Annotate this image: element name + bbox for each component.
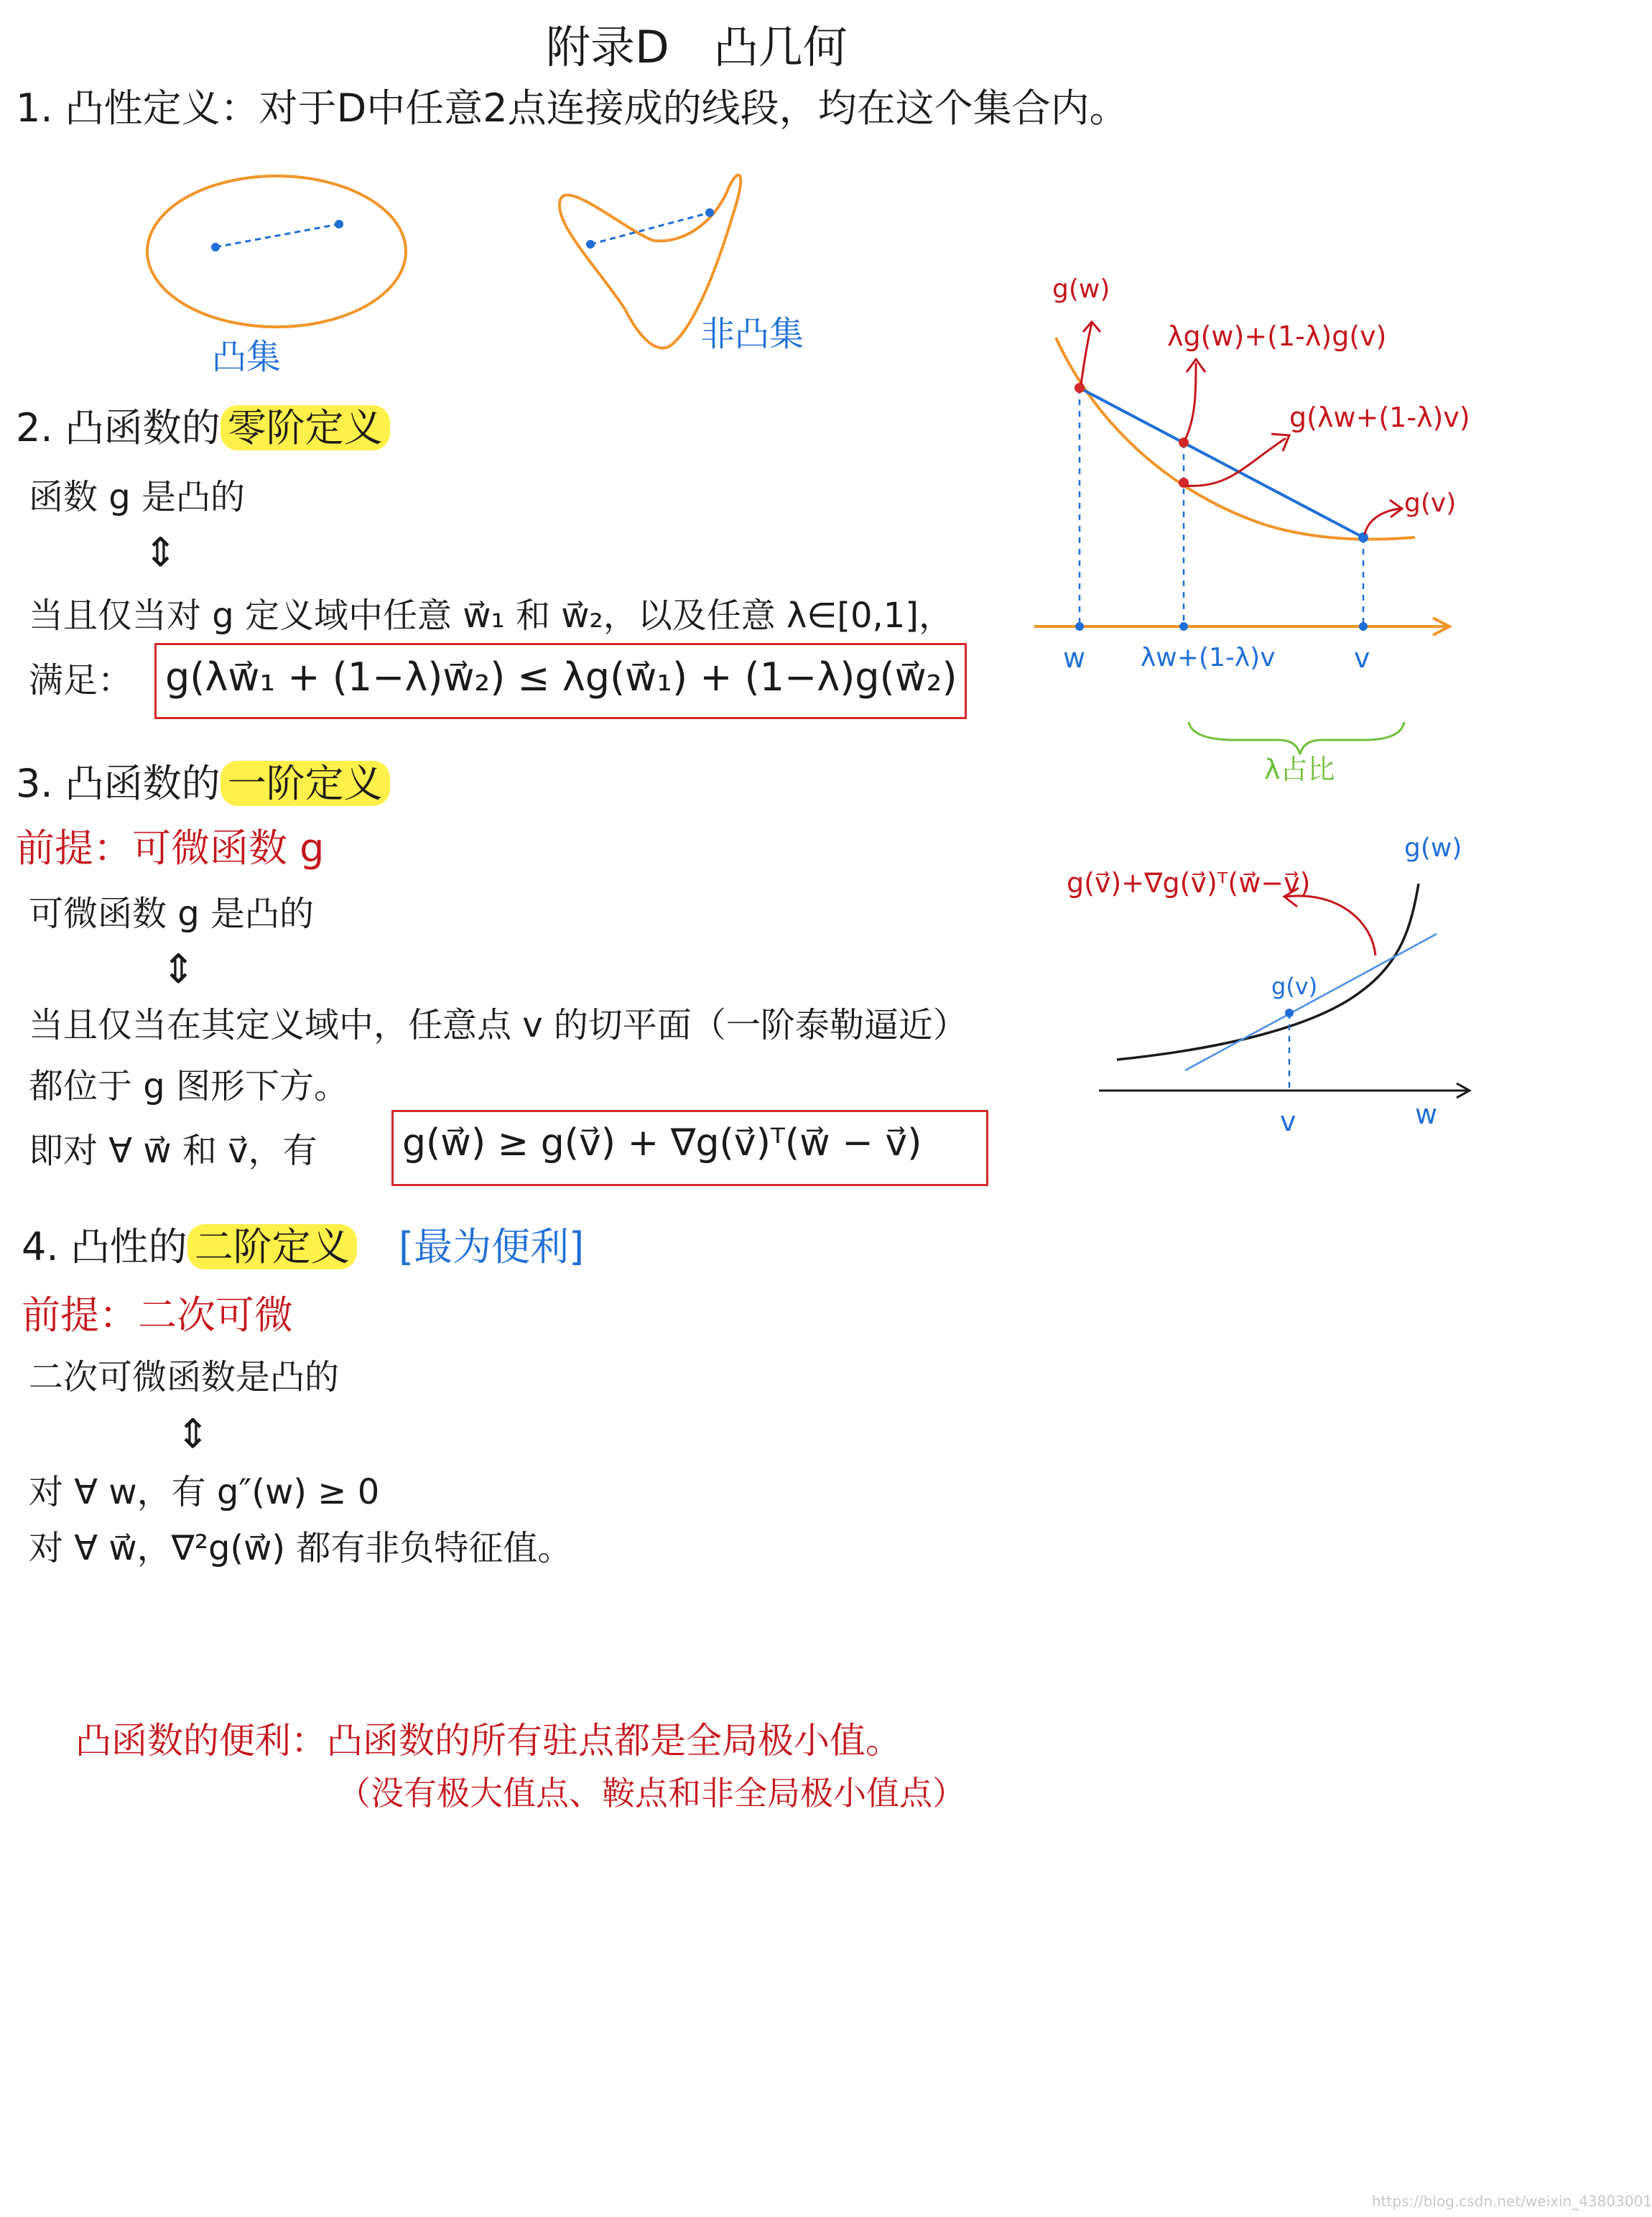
fig2-tangent-label: g(v⃗)+∇g(v⃗)ᵀ(w⃗−v⃗) <box>1067 867 1311 899</box>
fig2-label-gv: g(v) <box>1271 973 1318 1000</box>
section3-line4: 即对 ∀ w⃗ 和 v⃗，有 <box>29 1131 317 1171</box>
section4-iff: ⇕ <box>176 1411 210 1458</box>
section3-heading-highlight: 一阶定义 <box>221 761 390 806</box>
convex-segment <box>215 224 339 247</box>
section2-heading-prefix: 2. 凸函数的 <box>16 405 221 450</box>
section4-line3: 对 ∀ w⃗，∇²g(w⃗) 都有非负特征值。 <box>29 1528 572 1568</box>
fig1-axis-label-v: v <box>1354 642 1370 674</box>
fig1-arrow-gv <box>1365 500 1402 534</box>
section2-line1: 函数 g 是凸的 <box>29 477 245 517</box>
fig1-tick-w <box>1075 622 1084 631</box>
fig2-axis-label-v: v <box>1280 1106 1296 1137</box>
section2-line3: 满足： <box>29 660 133 700</box>
fig1-arrow-chord <box>1185 359 1205 440</box>
conclusion-line1: 凸函数的便利：凸函数的所有驻点都是全局极小值。 <box>75 1720 901 1762</box>
section2-heading <box>16 406 390 450</box>
fig1-label-gv: g(v) <box>1404 489 1457 518</box>
nonconvex-point-a <box>586 240 595 249</box>
fig1-point-gv <box>1358 532 1368 542</box>
fig1-ratio-label: λ占比 <box>1264 754 1335 785</box>
section3-heading-prefix: 3. 凸函数的 <box>16 761 221 806</box>
fig2-tangent-line <box>1185 934 1437 1070</box>
convex-set-shape <box>147 176 406 327</box>
section4-heading-prefix: 4. 凸性的 <box>22 1224 187 1269</box>
zero-order-formula: g(λw⃗₁ + (1−λ)w⃗₂) ≤ λg(w⃗₁) + (1−λ)g(w⃗₂) <box>165 654 957 700</box>
section4-line2: 对 ∀ w，有 g″(w) ≥ 0 <box>29 1472 380 1512</box>
convex-set-label: 凸集 <box>212 337 282 377</box>
section3-iff: ⇕ <box>162 946 195 993</box>
fig1-axis-label-w: w <box>1063 642 1086 674</box>
fig1-label-curve: g(λw+(1-λ)v) <box>1289 402 1470 433</box>
fig2-convex-curve <box>1117 884 1419 1060</box>
conclusion-line2: （没有极大值点、鞍点和非全局极小值点） <box>338 1774 965 1813</box>
section4-heading <box>22 1225 357 1269</box>
section4-line1: 二次可微函数是凸的 <box>29 1357 340 1397</box>
fig1-axis-label-mid: λw+(1-λ)v <box>1141 643 1276 672</box>
fig1-arrow-gw <box>1081 322 1100 384</box>
fig1-label-chord: λg(w)+(1-λ)g(v) <box>1167 320 1387 352</box>
section4-premise: 前提：二次可微 <box>22 1292 293 1338</box>
fig1-tick-v <box>1359 622 1368 631</box>
fig2-label-gw: g(w) <box>1404 833 1462 863</box>
nonconvex-point-b <box>705 208 714 217</box>
fig1-point-gw <box>1075 383 1085 393</box>
section3-line3: 都位于 g 图形下方。 <box>29 1066 348 1106</box>
section2-iff: ⇕ <box>144 529 177 576</box>
convexity-definition: 1. 凸性定义：对于D中任意2点连接成的线段，均在这个集合内。 <box>16 85 1128 131</box>
convex-point-b <box>335 220 343 228</box>
section3-line2: 当且仅当在其定义域中，任意点 v 的切平面（一阶泰勒逼近） <box>29 1005 967 1045</box>
convex-point-a <box>211 243 220 251</box>
fig1-convex-curve <box>1056 338 1415 540</box>
section4-note: [最为便利] <box>399 1224 585 1269</box>
fig1-label-gw: g(w) <box>1052 274 1110 304</box>
page-title: 附录D 凸几何 <box>546 21 848 73</box>
fig1-arrow-curve <box>1185 434 1289 486</box>
section2-heading-highlight: 零阶定义 <box>221 405 390 450</box>
fig2-tangent-point <box>1285 1009 1294 1017</box>
first-order-formula: g(w⃗) ≥ g(v⃗) + ∇g(v⃗)ᵀ(w⃗ − v⃗) <box>402 1121 922 1165</box>
fig1-brace <box>1189 722 1404 754</box>
section2-line2: 当且仅当对 g 定义域中任意 w⃗₁ 和 w⃗₂，以及任意 λ∈[0,1]， <box>29 596 954 636</box>
section3-premise: 前提：可微函数 g <box>16 825 325 871</box>
section4-heading-highlight: 二阶定义 <box>187 1224 357 1269</box>
watermark: https://blog.csdn.net/weixin_43803001 <box>1372 2193 1652 2210</box>
nonconvex-set-label: 非凸集 <box>700 314 804 354</box>
section3-heading <box>16 762 390 806</box>
fig1-point-chord <box>1179 438 1189 448</box>
fig1-tick-mid <box>1179 622 1188 631</box>
section3-line1: 可微函数 g 是凸的 <box>29 894 314 934</box>
fig2-axis-label-w: w <box>1415 1098 1438 1130</box>
